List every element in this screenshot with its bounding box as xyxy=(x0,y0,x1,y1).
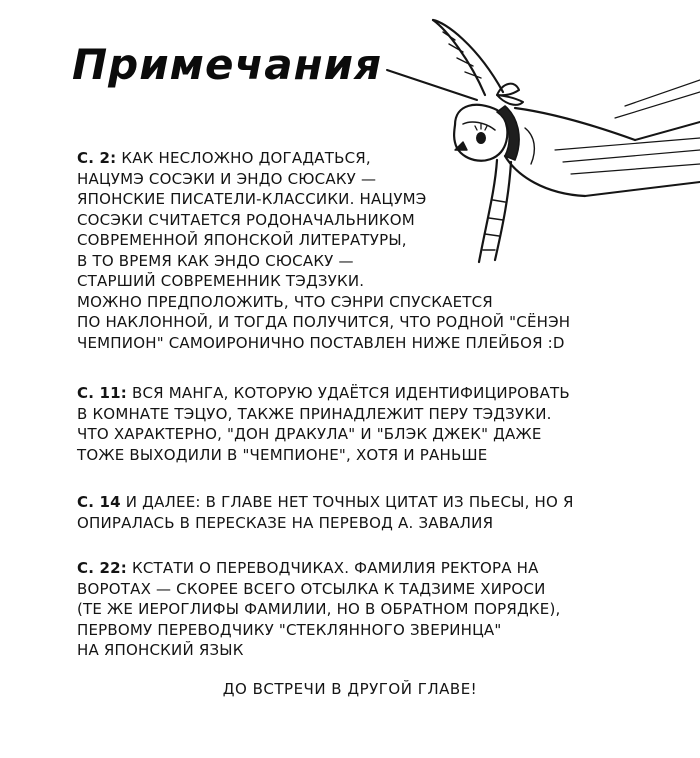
note-line: СОВРЕМЕННОЙ ЯПОНСКОЙ ЛИТЕРАТУРЫ, xyxy=(77,231,407,249)
notes-section xyxy=(77,148,667,661)
note-line xyxy=(77,148,667,169)
note-line xyxy=(77,492,667,513)
note-text: КАК НЕСЛОЖНО ДОГАДАТЬСЯ, xyxy=(116,149,371,167)
note-line: В ТО ВРЕМЯ КАК ЭНДО СЮСАКУ — xyxy=(77,251,354,270)
note-line: ЧЕМПИОН" САМОИРОНИЧНО ПОСТАВЛЕН НИЖЕ ПЛЕЙБОЯ :D xyxy=(77,333,565,352)
page-title: Примечания xyxy=(72,40,383,89)
note-page-14 xyxy=(77,492,667,533)
note-line: ЧТО ХАРАКТЕРНО, "ДОН ДРАКУЛА" И "БЛЭК ДЖЕК" ДАЖЕ xyxy=(77,425,542,443)
note-line: ПЕРВОМУ ПЕРЕВОДЧИКУ "СТЕКЛЯННОГО ЗВЕРИНЦА" xyxy=(77,620,502,639)
note-text: ВСЯ МАНГА, КОТОРУЮ УДАЁТСЯ ИДЕНТИФИЦИРОВАТЬ xyxy=(127,384,570,402)
note-line: ВОРОТАХ — СКОРЕЕ ВСЕГО ОТСЫЛКА К ТАДЗИМЕ ХИРОСИ xyxy=(77,579,546,598)
note-ref: С. 14 xyxy=(77,493,121,511)
note-line: (ТЕ ЖЕ ИЕРОГЛИФЫ ФАМИЛИИ, НО В ОБРАТНОМ ПОРЯДКЕ), xyxy=(77,600,561,618)
note-line: НА ЯПОНСКИЙ ЯЗЫК xyxy=(77,641,244,659)
note-line: ЯПОНСКИЕ ПИСАТЕЛИ-КЛАССИКИ. НАЦУМЭ xyxy=(77,190,427,208)
note-page-22 xyxy=(77,558,667,661)
note-line: ОПИРАЛАСЬ В ПЕРЕСКАЗЕ НА ПЕРЕВОД А. ЗАВАЛИЯ xyxy=(77,513,494,532)
note-text: И ДАЛЕЕ: В ГЛАВЕ НЕТ ТОЧНЫХ ЦИТАТ ИЗ ПЬЕСЫ, НО Я xyxy=(120,493,574,511)
closing-message: ДО ВСТРЕЧИ В ДРУГОЙ ГЛАВЕ! xyxy=(222,680,478,698)
note-page-2 xyxy=(77,148,667,353)
note-line: ТОЖЕ ВЫХОДИЛИ В "ЧЕМПИОНЕ", ХОТЯ И РАНЬШЕ xyxy=(77,445,488,464)
note-text: КСТАТИ О ПЕРЕВОДЧИКАХ. ФАМИЛИЯ РЕКТОРА НА xyxy=(127,559,539,577)
note-ref: С. 2: xyxy=(77,149,117,167)
note-line: СОСЭКИ СЧИТАЕТСЯ РОДОНАЧАЛЬНИКОМ xyxy=(77,210,415,229)
note-line: НАЦУМЭ СОСЭКИ И ЭНДО СЮСАКУ — xyxy=(77,169,377,188)
note-line: МОЖНО ПРЕДПОЛОЖИТЬ, ЧТО СЭНРИ СПУСКАЕТСЯ xyxy=(77,292,493,311)
note-ref: С. 22: xyxy=(77,559,128,577)
note-line: СТАРШИЙ СОВРЕМЕННИК ТЭДЗУКИ. xyxy=(77,272,365,290)
note-line: В КОМНАТЕ ТЭЦУО, ТАКЖЕ ПРИНАДЛЕЖИТ ПЕРУ ТЭДЗУКИ. xyxy=(77,404,552,423)
note-line: ПО НАКЛОННОЙ, И ТОГДА ПОЛУЧИТСЯ, ЧТО РОДНОЙ "СЁНЭН xyxy=(77,313,571,331)
note-ref: С. 11: xyxy=(77,384,128,402)
note-line xyxy=(77,558,667,579)
note-page-11 xyxy=(77,383,667,465)
note-line xyxy=(77,383,667,404)
